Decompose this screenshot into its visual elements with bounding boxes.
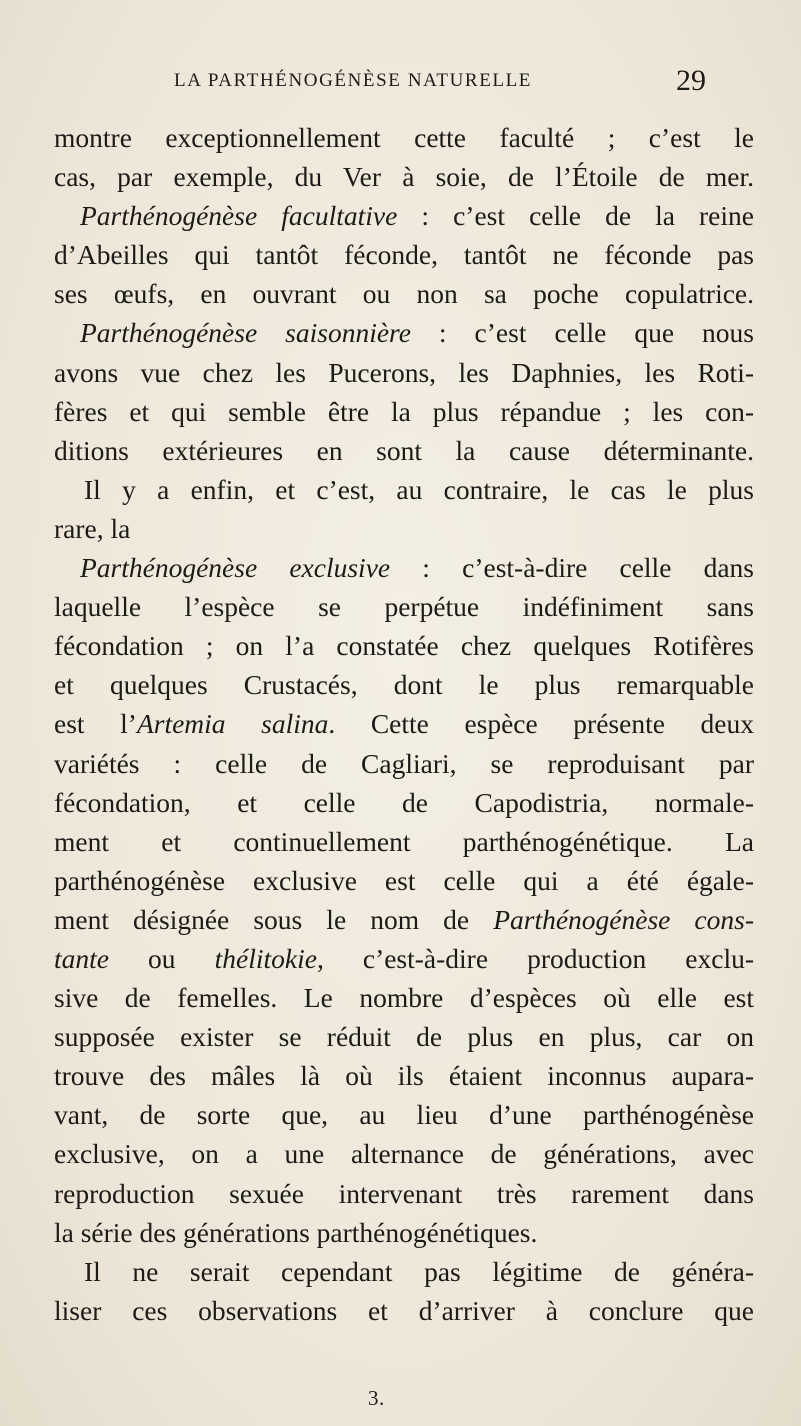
- text-line: montre exceptionnellement cette faculté ; c’est le: [54, 122, 754, 153]
- text-line: liser ces observations et d’arriver à conclure que: [54, 1294, 754, 1326]
- term-facultative: Parthénogénèse facultative: [80, 200, 398, 232]
- text-line: reproduction sexuée intervenant très rarement dans: [54, 1177, 754, 1209]
- page-number: 29: [676, 64, 706, 97]
- term-artemia: Artemia salina: [136, 708, 329, 740]
- text-line: ses œufs, en ouvrant ou non sa poche copulatrice.: [54, 278, 754, 310]
- text-line: laquelle l’espèce se perpétue indéfiniment sans: [54, 591, 754, 623]
- text-line: ment désignée sous le nom de Parthénogénèse cons-: [54, 903, 755, 935]
- running-title: LA PARTHÉNOGÉNÈSE NATURELLE: [174, 70, 533, 91]
- text-line: Il y a enfin, et c’est, au contraire, le cas le plus: [84, 473, 754, 505]
- term-exclusive: Parthénogénèse exclusive: [80, 552, 391, 584]
- text-line: trouve des mâles là où ils étaient inconnus aupara-: [54, 1060, 754, 1092]
- text-line: fécondation ; on l’a constatée chez quelques Rotifères: [54, 630, 754, 662]
- text-line: est l’Artemia salina. Cette espèce présente deux: [54, 708, 754, 740]
- text-line: sive de femelles. Le nombre d’espèces où elle est: [54, 982, 754, 1014]
- signature-mark: 3.: [368, 1386, 385, 1410]
- term-constante: Parthénogénèse cons-: [493, 903, 755, 935]
- text-line: variétés : celle de Cagliari, se reproduisant par: [54, 747, 754, 779]
- text-line: et quelques Crustacés, dont le plus remarquable: [54, 669, 754, 701]
- term-thelitokie: thélitokie: [214, 942, 317, 974]
- term-tante: tante: [54, 942, 109, 974]
- text-line: exclusive, on a une alternance de générations, avec: [54, 1138, 754, 1170]
- text-line: rare, la: [54, 512, 131, 544]
- text-line: Parthénogénèse saisonnière : c’est celle que nous: [80, 317, 754, 349]
- text-line: supposée exister se réduit de plus en plus, car on: [54, 1021, 754, 1053]
- text-line: la série des générations parthénogénétiques.: [54, 1216, 538, 1248]
- text-line: tante ou thélitokie, c’est-à-dire production exclu-: [54, 942, 755, 974]
- body-text: [54, 118, 754, 1330]
- text-line: avons vue chez les Pucerons, les Daphnies, les Roti-: [54, 356, 754, 388]
- term-saisonniere: Parthénogénèse saisonnière: [80, 317, 411, 349]
- text-line: fécondation, et celle de Capodistria, normale-: [54, 786, 754, 818]
- text-line: ment et continuellement parthénogénétique. La: [54, 825, 754, 857]
- text-line: fères et qui semble être la plus répandue ; les con-: [54, 395, 754, 427]
- running-head: [0, 66, 801, 102]
- text-line: Parthénogénèse exclusive : c’est-à-dire celle dans: [80, 552, 754, 584]
- text-line: ditions extérieures en sont la cause déterminante.: [54, 434, 754, 466]
- text-line: d’Abeilles qui tantôt féconde, tantôt ne féconde pas: [54, 239, 754, 271]
- text-line: cas, par exemple, du Ver à soie, de l’Étoile de mer.: [54, 161, 754, 193]
- text-line: parthénogénèse exclusive est celle qui a été égale-: [54, 864, 754, 896]
- text-line: Il ne serait cependant pas légitime de généra-: [84, 1255, 754, 1287]
- text-line: vant, de sorte que, au lieu d’une parthénogénèse: [54, 1099, 754, 1131]
- text-line: Parthénogénèse facultative : c’est celle de la reine: [80, 200, 754, 232]
